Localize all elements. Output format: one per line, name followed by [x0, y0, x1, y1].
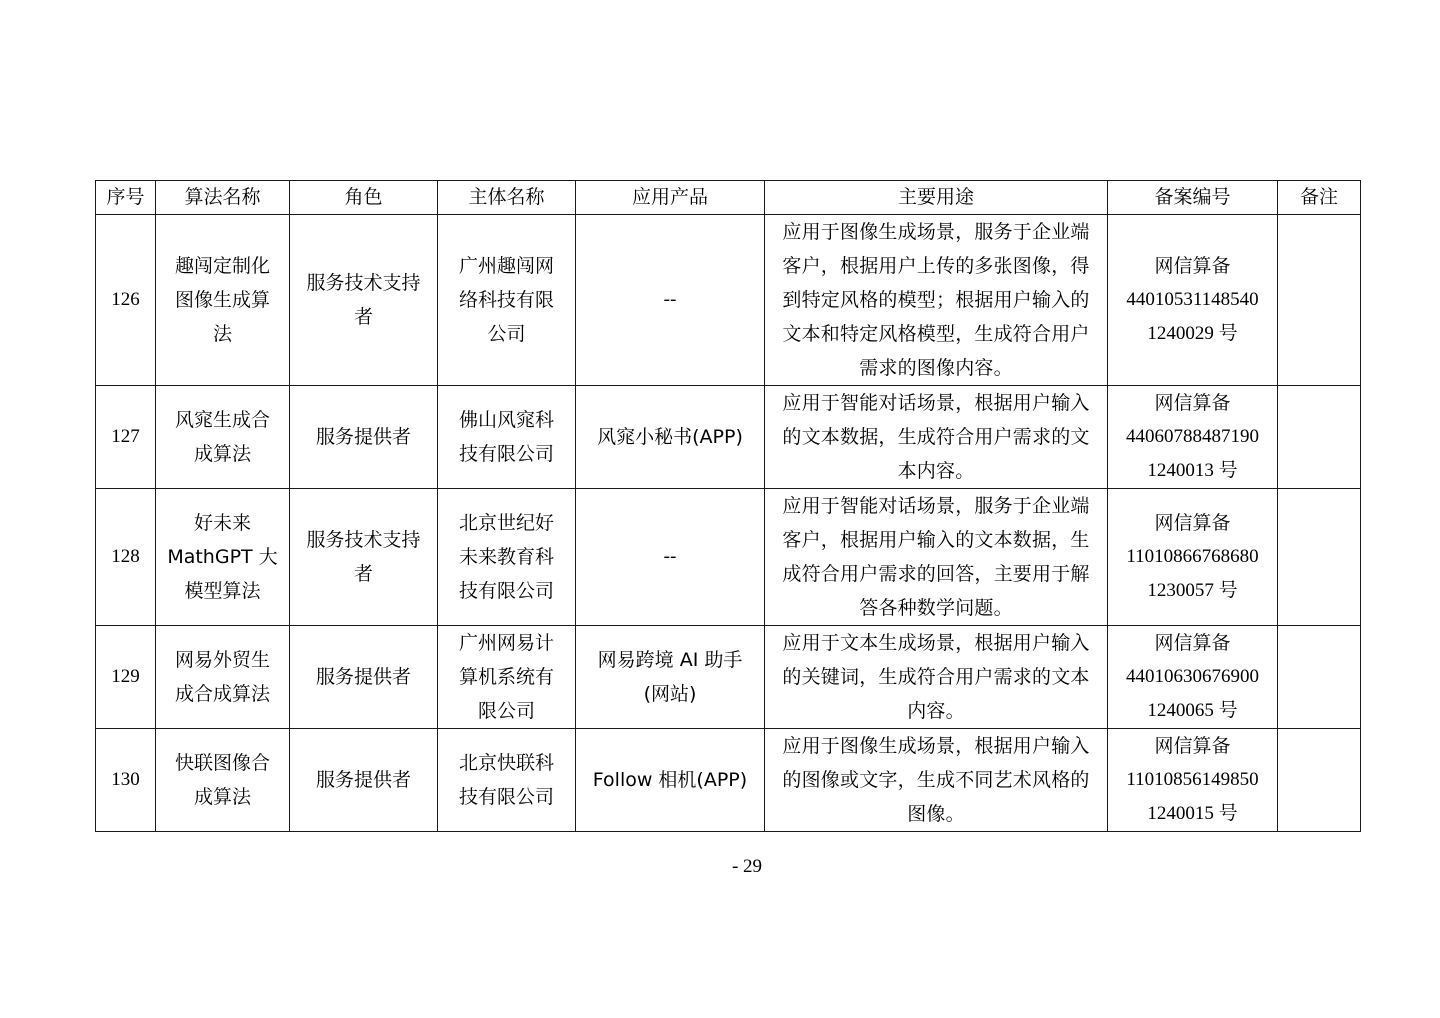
text-line: 网易跨境 AI 助手 [597, 649, 743, 671]
text-line: Follow 相机(APP) [592, 769, 748, 791]
filing-label: 网信算备 [1154, 512, 1231, 534]
text-line: 服务提供者 [315, 666, 411, 688]
filing-suffix: 1240013 号 [1147, 460, 1238, 481]
text-line: 未来教育科 [458, 546, 554, 568]
text-line: 服务技术支持 [306, 272, 421, 294]
page-number: - 29 [731, 856, 763, 877]
cell-filing-number [1108, 729, 1278, 832]
text-line: 者 [353, 306, 373, 328]
text-line: 算机系统有 [458, 666, 554, 688]
text-line: 应用于智能对话场景，根据用户输入 [782, 392, 1090, 414]
cell-role [290, 489, 438, 626]
text-line: 图像生成算 [174, 289, 270, 311]
filing-label: 网信算备 [1154, 735, 1231, 757]
table-row [96, 386, 1361, 489]
header-product: 应用产品 [576, 181, 765, 215]
text-line: -- [663, 289, 677, 310]
filing-code: 44010630676900 [1126, 666, 1259, 687]
text-line: 成算法 [193, 786, 251, 808]
cell-algorithm-name [156, 489, 290, 626]
text-line: 成符合用户需求的回答，主要用于解 [782, 563, 1090, 585]
cell-algorithm-name [156, 729, 290, 832]
text-line: 服务技术支持 [306, 529, 421, 551]
text-line: 图像。 [907, 803, 965, 825]
cell-filing-number [1108, 215, 1278, 386]
header-algorithm-name: 算法名称 [156, 181, 290, 215]
cell-entity-name [438, 729, 576, 832]
cell-product [576, 489, 765, 626]
text-line: 内容。 [907, 700, 965, 722]
cell-seq: 130 [96, 729, 156, 832]
cell-filing-number [1108, 626, 1278, 729]
cell-product [576, 729, 765, 832]
cell-role [290, 215, 438, 386]
text-line: 模型算法 [184, 580, 261, 602]
text-line: -- [663, 546, 677, 567]
text-line: 技有限公司 [458, 580, 554, 602]
cell-filing-number [1108, 489, 1278, 626]
cell-seq: 128 [96, 489, 156, 626]
text-line: 应用于图像生成场景，根据用户输入 [782, 735, 1090, 757]
text-line: 好未来 [193, 512, 251, 534]
cell-product [576, 626, 765, 729]
table-row [96, 215, 1361, 386]
text-line: 技有限公司 [458, 786, 554, 808]
header-role: 角色 [290, 181, 438, 215]
filing-label: 网信算备 [1154, 632, 1231, 654]
cell-role [290, 729, 438, 832]
cell-usage [765, 626, 1108, 729]
text-line: 应用于图像生成场景，服务于企业端 [782, 221, 1090, 243]
text-line: 成合成算法 [174, 683, 270, 705]
cell-usage [765, 729, 1108, 832]
filing-code: 44060788487190 [1126, 426, 1259, 447]
text-line: 风窕生成合 [174, 409, 270, 431]
cell-filing-number [1108, 386, 1278, 489]
text-line: 广州网易计 [458, 632, 554, 654]
header-seq: 序号 [96, 181, 156, 215]
cell-seq: 129 [96, 626, 156, 729]
cell-remarks [1278, 386, 1361, 489]
cell-product [576, 386, 765, 489]
text-line: 应用于智能对话场景，服务于企业端 [782, 495, 1090, 517]
text-line: 答各种数学问题。 [859, 597, 1013, 619]
text-line: 者 [353, 563, 373, 585]
filing-code: 11010866768680 [1126, 546, 1259, 567]
header-usage: 主要用途 [765, 181, 1108, 215]
table-row [96, 489, 1361, 626]
table-row [96, 626, 1361, 729]
cell-entity-name [438, 489, 576, 626]
filing-code: 11010856149850 [1126, 769, 1259, 790]
filing-suffix: 1240065 号 [1147, 700, 1238, 721]
cell-remarks [1278, 215, 1361, 386]
text-line: 文本和特定风格模型，生成符合用户 [782, 323, 1090, 345]
cell-seq: 127 [96, 386, 156, 489]
cell-remarks [1278, 626, 1361, 729]
text-line: 到特定风格的模型；根据用户输入的 [782, 289, 1090, 311]
cell-remarks [1278, 489, 1361, 626]
cell-usage [765, 215, 1108, 386]
text-line: 广州趣闯网 [458, 255, 554, 277]
cell-role [290, 386, 438, 489]
cell-algorithm-name [156, 386, 290, 489]
cell-usage [765, 489, 1108, 626]
cell-entity-name [438, 215, 576, 386]
header-remarks: 备注 [1278, 181, 1361, 215]
text-line: 技有限公司 [458, 443, 554, 465]
filing-suffix: 1240015 号 [1147, 803, 1238, 824]
text-line: 佛山风窕科 [458, 409, 554, 431]
filing-suffix: 1230057 号 [1147, 580, 1238, 601]
text-line: 网易外贸生 [174, 649, 270, 671]
cell-product [576, 215, 765, 386]
text-line: 客户，根据用户输入的文本数据，生 [782, 529, 1090, 551]
text-line: 法 [212, 323, 232, 345]
table-row [96, 729, 1361, 832]
filing-label: 网信算备 [1154, 392, 1231, 414]
text-line: 的文本数据，生成符合用户需求的文 [782, 426, 1090, 448]
text-line: 公司 [487, 323, 526, 345]
cell-role [290, 626, 438, 729]
text-line: 快联图像合 [174, 752, 270, 774]
text-line: 应用于文本生成场景，根据用户输入 [782, 632, 1090, 654]
text-line: 限公司 [477, 700, 535, 722]
text-line: 北京快联科 [458, 752, 554, 774]
text-line: MathGPT 大 [167, 546, 278, 568]
cell-entity-name [438, 386, 576, 489]
cell-usage [765, 386, 1108, 489]
text-line: 客户，根据用户上传的多张图像，得 [782, 255, 1090, 277]
text-line: (网站) [643, 683, 697, 705]
filing-suffix: 1240029 号 [1147, 323, 1238, 344]
text-line: 需求的图像内容。 [859, 357, 1013, 379]
text-line: 成算法 [193, 443, 251, 465]
text-line: 服务提供者 [315, 426, 411, 448]
text-line: 北京世纪好 [458, 512, 554, 534]
cell-seq: 126 [96, 215, 156, 386]
text-line: 风窕小秘书(APP) [597, 426, 743, 448]
text-line: 的图像或文字，生成不同艺术风格的 [782, 769, 1090, 791]
cell-algorithm-name [156, 626, 290, 729]
filing-code: 44010531148540 [1126, 289, 1259, 310]
text-line: 本内容。 [897, 460, 975, 482]
text-line: 服务提供者 [315, 769, 411, 791]
header-filing-number: 备案编号 [1108, 181, 1278, 215]
filing-label: 网信算备 [1154, 255, 1231, 277]
text-line: 络科技有限 [458, 289, 554, 311]
cell-entity-name [438, 626, 576, 729]
algorithm-registry-table [95, 180, 1361, 832]
cell-algorithm-name [156, 215, 290, 386]
text-line: 的关键词，生成符合用户需求的文本 [782, 666, 1090, 688]
table-header-row [96, 181, 1361, 215]
header-entity-name: 主体名称 [438, 181, 576, 215]
text-line: 趣闯定制化 [174, 255, 270, 277]
cell-remarks [1278, 729, 1361, 832]
